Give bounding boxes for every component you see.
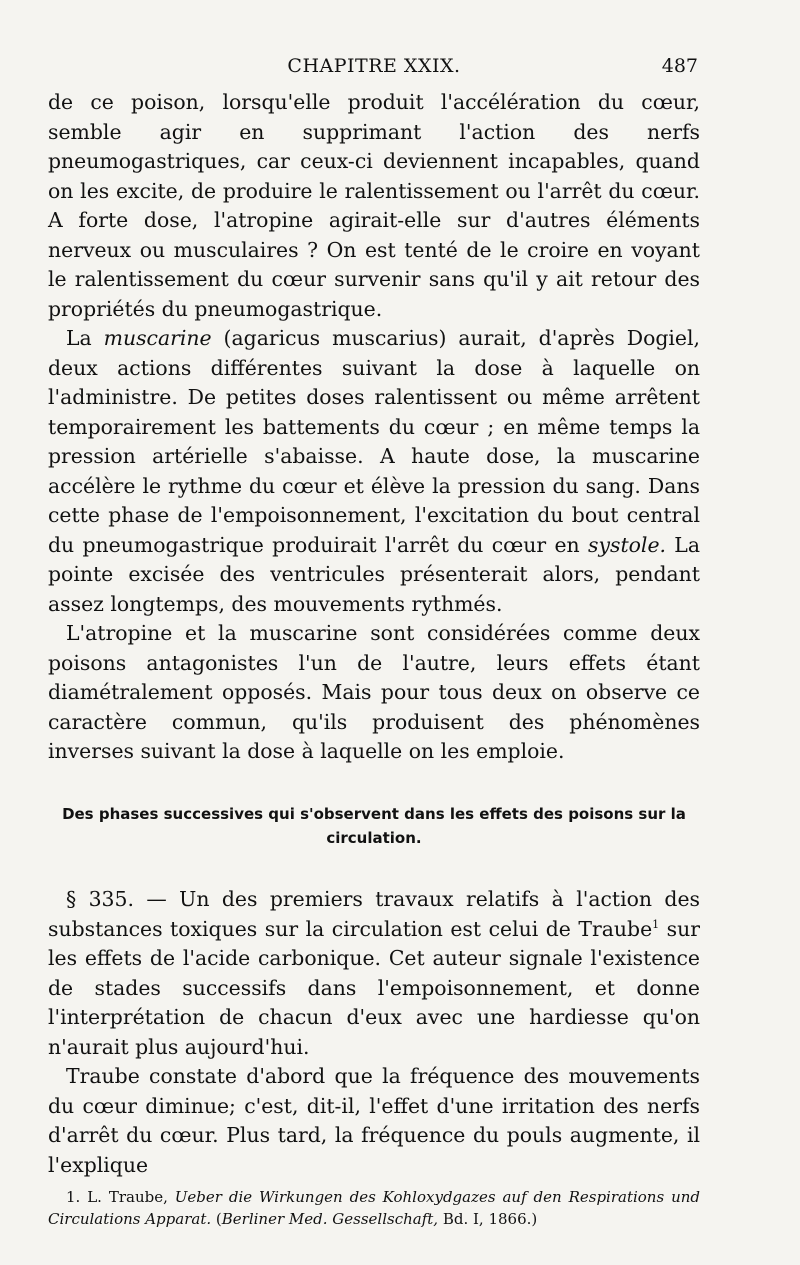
footnote-marker: 1 [652, 917, 660, 931]
main-text-lower [48, 885, 700, 1180]
text-run: sur les effets de l'acide carbonique. Cet auteur signale l'existence de stades successifs dans l'empoisonnement, et donne l'interprétation de chacun d'eux avec une hardiesse qu'on n'aurait plus aujourd'hui. [48, 916, 700, 1059]
text-run: (agaricus muscarius) aurait, d'après Dogiel, deux actions différentes suivant la dose à laquelle on l'administre. De petites doses ralentissent ou même arrêtent temporairement les battements du cœur ; en même temps la pression artérielle s'abaisse. A haute dose, la muscarine accélère le rythme du cœur et élève la pression du sang. Dans cette phase de l'empoisonnement, l'excitation du bout central du pneumogastrique produirait l'arrêt du cœur en [48, 326, 700, 557]
paragraph-atropine: de ce poison, lorsqu'elle produit l'accélération du cœur, semble agir en supprimant l'action des nerfs pneumogastriques, car ceux-ci deviennent incapables, quand on les excite, de produire le ralentissement ou l'arrêt du cœur. A forte dose, l'atropine agirait-elle sur d'autres éléments nerveux ou musculaires ? On est tenté de le croire en voyant le ralentissement du cœur survenir sans qu'il y ait retour des propriétés du pneumogastrique. [48, 90, 700, 321]
text-run: ( [211, 1210, 222, 1228]
main-text-upper [48, 88, 700, 767]
italic-title: Ueber die Wirkungen des Kohloxydgazes auf den Respirations und Circulations Apparat. [48, 1188, 700, 1228]
text-run: La [66, 326, 104, 350]
text-run: La pointe excisée des ventricules présenterait alors, pendant assez longtemps, des mouvements rythmés. [48, 532, 701, 616]
text-run: 1. L. Traube, [66, 1188, 175, 1206]
italic-term: muscarine [103, 326, 212, 350]
paragraph-muscarine [48, 324, 700, 619]
italic-journal: Berliner Med. Gessellschaft, [221, 1210, 439, 1228]
chapter-title: CHAPITRE XXIX. [287, 55, 461, 77]
page-number: 487 [661, 55, 698, 77]
text-run: § 335. — Un des premiers travaux relatifs à l'action des substances toxiques sur la circulation est celui de Traube [48, 887, 700, 941]
italic-term: systole. [588, 532, 666, 557]
footnote-text [48, 1186, 700, 1230]
section-subheading: Des phases successives qui s'observent dans les effets des poisons sur la circulation. [62, 805, 686, 847]
footnote [48, 1186, 700, 1230]
paragraph-traube: Traube constate d'abord que la fréquence des mouvements du cœur diminue; c'est, dit-il, l'effet d'une irritation des nerfs d'arrêt du cœur. Plus tard, la fréquence du pouls augmente, il l'explique [48, 1064, 700, 1177]
running-header [50, 55, 698, 83]
text-run: Bd. I, 1866.) [438, 1210, 538, 1228]
paragraph-antagonists: L'atropine et la muscarine sont considérées comme deux poisons antagonistes l'un de l'autre, leurs effets étant diamétralement opposés. Mais pour tous deux on observe ce caractère commun, qu'ils produisent des phénomènes inverses suivant la dose à laquelle on les emploie. [48, 621, 700, 763]
paragraph-section-335 [48, 885, 700, 1062]
